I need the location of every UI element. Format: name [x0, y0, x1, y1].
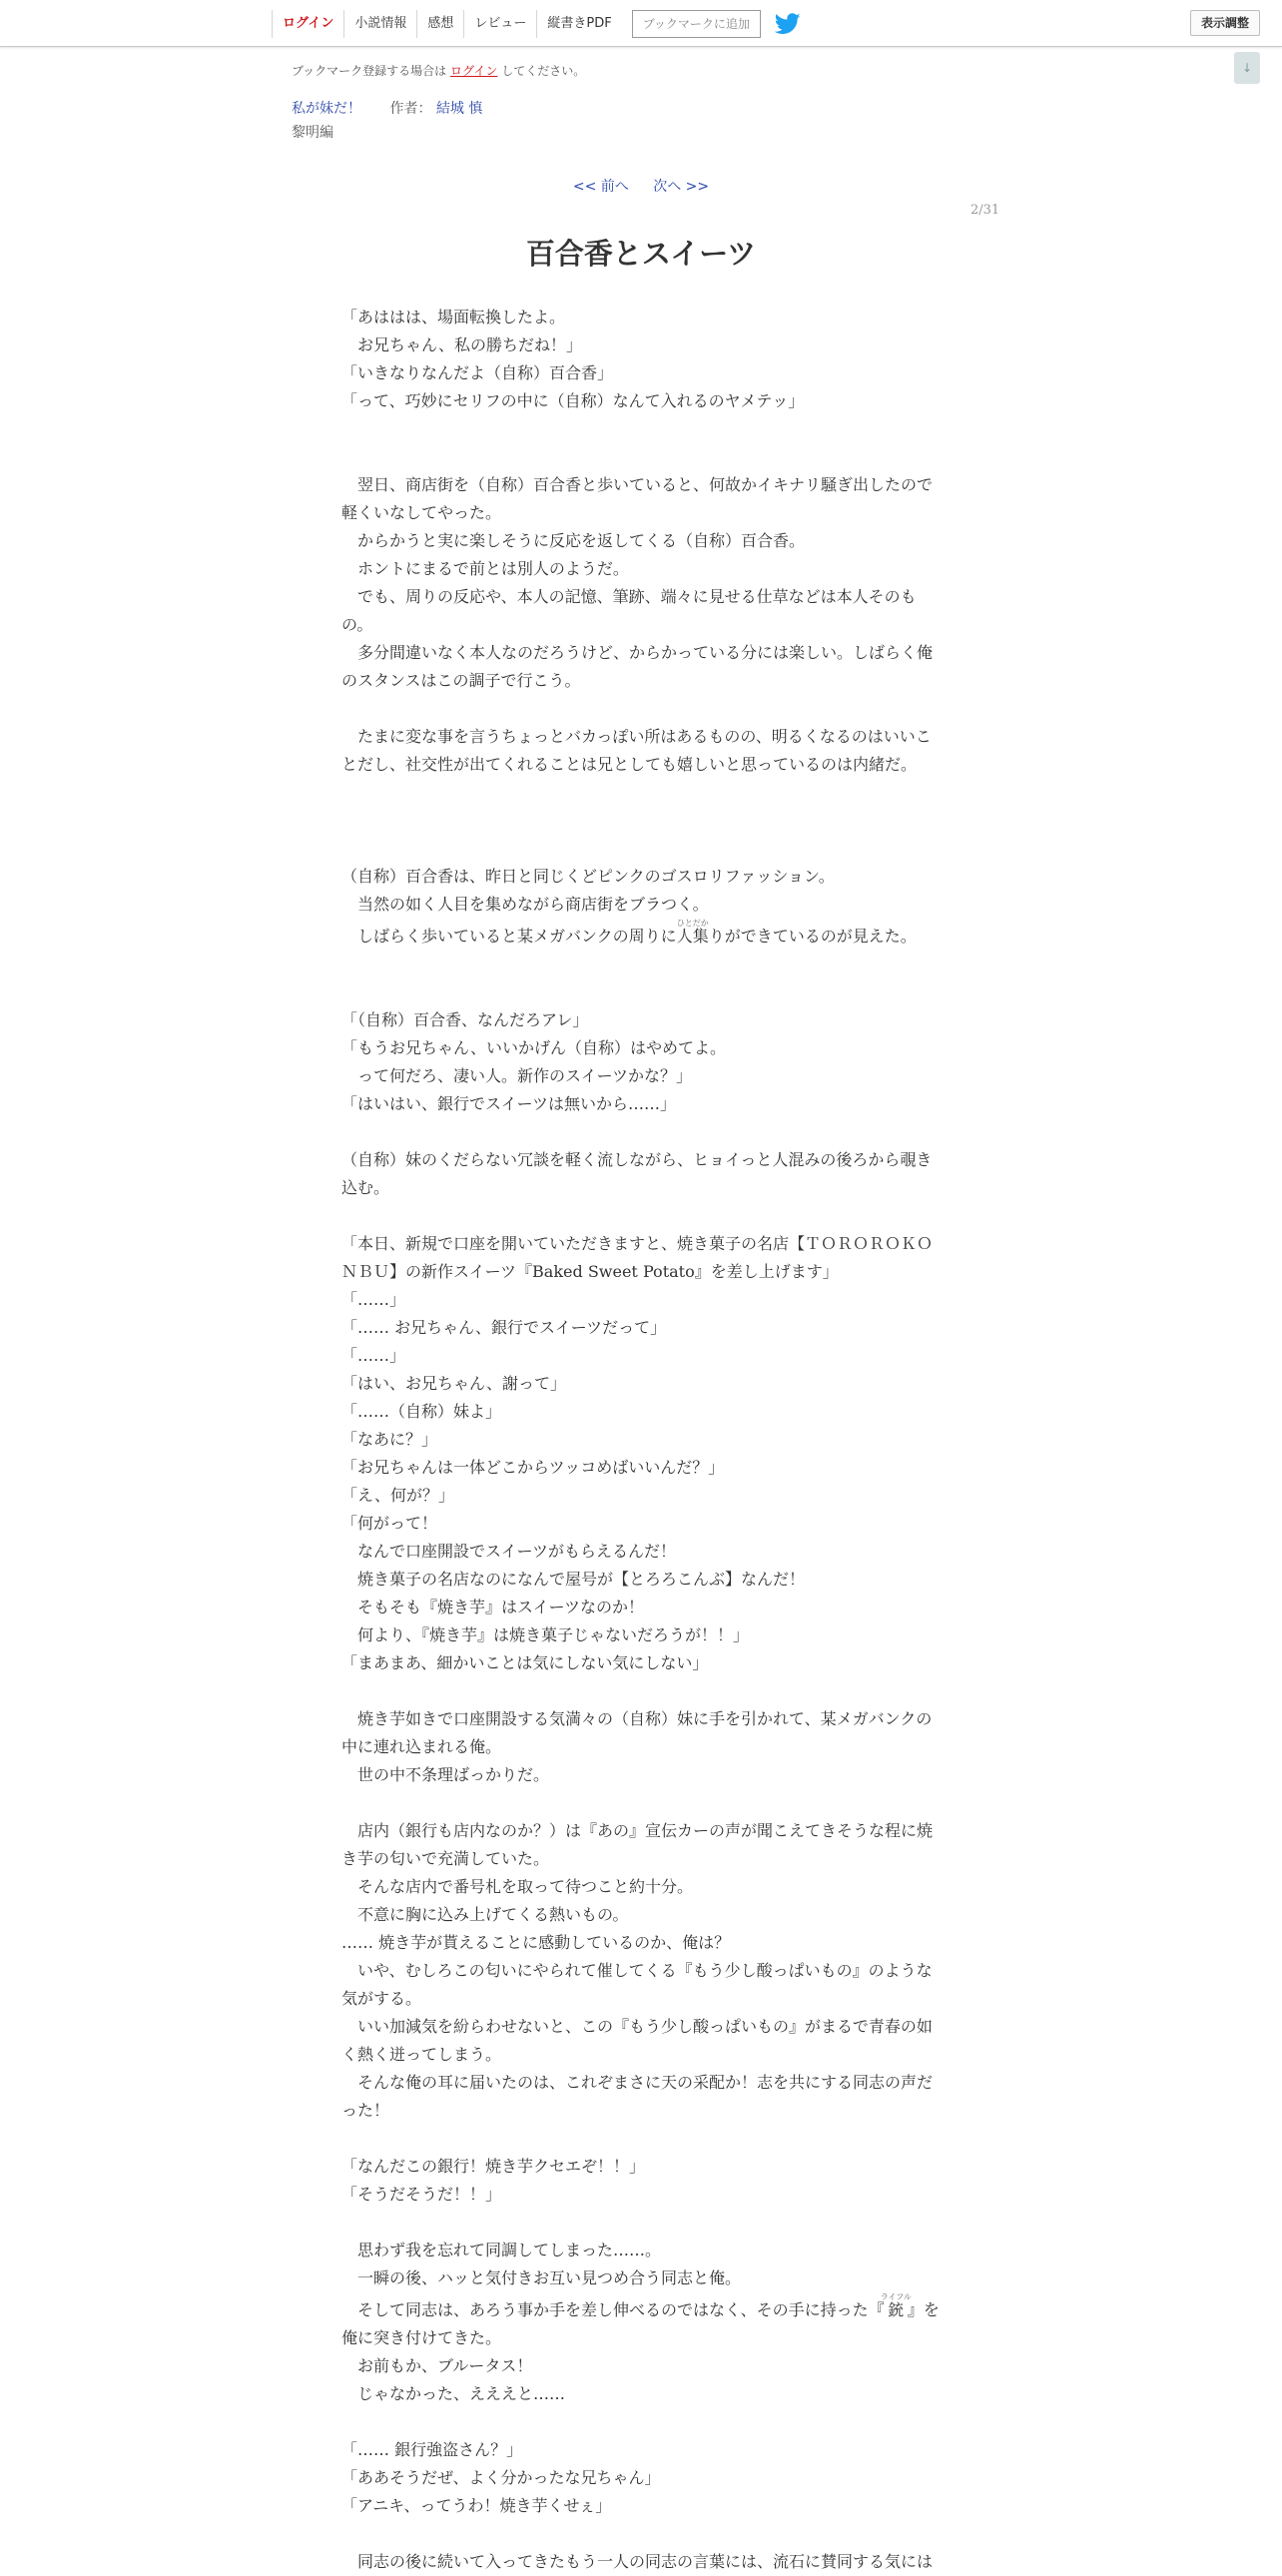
ruby-reading: ひとだか [676, 919, 709, 928]
body-line-with-ruby [341, 919, 941, 951]
top-nav-bar [0, 0, 1282, 47]
nav-login-link[interactable]: ログイン [272, 10, 343, 38]
ruby-text-before: しばらく歩いていると某メガバンクの周りに [341, 927, 677, 946]
body-line: お兄ちゃん、私の勝ちだね！」 [341, 335, 582, 354]
blank-line [341, 835, 941, 863]
add-bookmark-button[interactable]: ブックマークに追加 [632, 10, 761, 38]
body-line: 「はいはい、銀行でスイーツは無いから……」 [341, 1094, 677, 1113]
novel-body [341, 304, 941, 2576]
body-line: 「いきなりなんだよ（自称）百合香」 [341, 363, 614, 382]
chapter-name: 黎明編 [292, 125, 333, 141]
body-line: からかうと実に楽しそうに反応を返してくる（自称）百合香。 [341, 531, 806, 550]
nav-review-link[interactable]: レビュー [463, 10, 536, 38]
blank-line [341, 1118, 941, 1146]
body-line: 店内（銀行も店内なのか？）は『あの』宣伝カーの声が聞こえてきそうな程に焼き芋の匂いで充満していた。 [341, 1821, 934, 1868]
pager [0, 176, 1282, 196]
blank-line [341, 695, 941, 723]
next-page-link[interactable]: 次へ >> [653, 179, 710, 195]
blank-line [341, 1202, 941, 1230]
nav-menu [272, 10, 801, 38]
body-line: 「え、何が？」 [341, 1486, 454, 1505]
body-line: 「……」 [341, 1346, 406, 1365]
body-line: 一瞬の後、ハッと気付きお互い見つめ合う同志と俺。 [341, 2268, 742, 2287]
body-line: そんな俺の耳に届いたのは、これぞまさに天の采配か！志を共にする同志の声だった！ [341, 2073, 934, 2120]
body-line: 「ああそうだぜ、よく分かったな兄ちゃん」 [341, 2468, 661, 2487]
body-line: 何より、『焼き芋』は焼き菓子じゃないだろうが！！」 [341, 1625, 750, 1644]
notice-text-before: ブックマーク登録する場合は [292, 64, 447, 78]
body-line: 「お兄ちゃんは一体どこからツッコめばいいんだ？」 [341, 1458, 725, 1477]
body-line: 「もうお兄ちゃん、いいかげん（自称）はやめてよ。 [341, 1038, 726, 1057]
body-line: じゃなかった、えええと…… [341, 2384, 566, 2403]
chapter-subtitle: 百合香とスイーツ [525, 237, 757, 271]
body-line: 「なんだこの銀行！焼き芋クセエぞ！！」 [341, 2157, 646, 2176]
page-number: 2/31 [970, 203, 1000, 218]
body-line: 「なあに？」 [341, 1430, 438, 1449]
body-line: 「（自称）百合香、なんだろアレ」 [341, 1010, 589, 1029]
blank-line [341, 1789, 941, 1817]
novel-info [292, 98, 482, 118]
body-line: 焼き菓子の名店なのになんで屋号が【とろろこんぶ】なんだ！ [341, 1570, 806, 1589]
body-line: 多分間違いなく本人なのだろうけど、からかっている分には楽しい。しばらく俺のスタンスはこの調子で行こう。 [341, 643, 934, 690]
body-line: 「まあまあ、細かいことは気にしない気にしない」 [341, 1653, 709, 1672]
blank-line [341, 415, 941, 443]
body-line: 同志の後に続いて入ってきたもう一人の同志の言葉には、流石に賛同する気には [341, 2552, 934, 2571]
body-line: ホントにまるで前とは別人のようだ。 [341, 559, 629, 578]
ruby-reading: ライフル [880, 2292, 912, 2301]
ruby-text-after: 』を俺に突き付けてきた。 [341, 2300, 940, 2347]
body-line: 「本日、新規で口座を開いていただきますと、焼き菓子の名店【ＴＯＲＯＲＯＫＯＮＢＵ】の新作スイーツ『Baked Sweet Potato』を差し上げます」 [341, 1234, 934, 1281]
body-line: なんで口座開設でスイーツがもらえるんだ！ [341, 1542, 677, 1561]
body-line: 当然の如く人目を集めながら商店街をブラつく。 [341, 895, 709, 914]
ruby-base: 人集 [676, 927, 709, 946]
body-line: いい加減気を紛らわせないと、この『もう少し酸っぱいもの』がまるで青春の如く熱く迸ってしまう。 [341, 2017, 933, 2064]
author-link[interactable]: 結城 慎 [435, 101, 483, 117]
blank-line [341, 1677, 941, 1705]
twitter-bird-icon[interactable] [775, 13, 801, 35]
body-line: って何だろ、凄い人。新作のスイーツかな？」 [341, 1066, 693, 1085]
ruby-word [676, 919, 709, 946]
novel-title-link[interactable]: 私が妹だ！ [292, 101, 361, 117]
ruby-base: 銃 [880, 2300, 912, 2319]
body-line: 不意に胸に込み上げてくる熱いもの。 [341, 1905, 629, 1924]
body-line: たまに変な事を言うちょっとバカっぽい所はあるものの、明るくなるのはいいことだし、社交性が出てくれることは兄としても嬉しいと思っているのは内緒だ。 [341, 727, 932, 774]
blank-line [341, 443, 941, 471]
body-line: 「はい、お兄ちゃん、謝って」 [341, 1374, 566, 1393]
body-line: 「アニキ、ってうわ！焼き芋くせぇ」 [341, 2496, 612, 2515]
body-line: 「あははは、場面転換したよ。 [341, 308, 566, 326]
body-line: …… 焼き芋が貰えることに感動しているのか、俺は？ [341, 1933, 731, 1952]
notice-text-after: してください。 [501, 64, 586, 78]
ruby-text-before: そして同志は、あろう事か手を差し伸べるのではなく、その手に持った『 [341, 2300, 885, 2319]
body-line: （自称）百合香は、昨日と同じくどピンクのゴスロリファッション。 [341, 867, 835, 886]
body-line: 翌日、商店街を（自称）百合香と歩いていると、何故かイキナリ騒ぎ出したので軽くいなしてやった。 [341, 475, 934, 522]
body-line: 「そうだそうだ！！」 [341, 2185, 502, 2204]
body-line: （自称）妹のくだらない冗談を軽く流しながら、ヒョイっと人混みの後ろから覗き込む。 [341, 1150, 933, 1197]
blank-line [341, 978, 941, 1006]
blank-line [341, 951, 941, 978]
body-line: 「って、巧妙にセリフの中に（自称）なんて入れるのヤメテッ」 [341, 391, 805, 410]
body-line: 世の中不条理ばっかりだ。 [341, 1765, 550, 1784]
prev-page-link[interactable]: << 前へ [572, 179, 629, 195]
body-line: 「……」 [341, 1290, 406, 1309]
bookmark-login-notice [292, 62, 585, 79]
body-line: 「何がって！ [341, 1514, 438, 1533]
blank-line [341, 2408, 941, 2436]
nav-vertical-pdf-link[interactable]: 縦書きPDF [536, 10, 621, 38]
ruby-word [880, 2292, 912, 2319]
notice-login-link[interactable]: ログイン [450, 64, 498, 78]
blank-line [341, 779, 941, 807]
body-line: 「……（自称）妹よ」 [341, 1402, 502, 1421]
body-line: いや、むしろこの匂いにやられて催してくる『もう少し酸っぱいもの』のような気がする。 [341, 1961, 933, 2008]
body-line: 「…… お兄ちゃん、銀行でスイーツだって」 [341, 1318, 667, 1337]
blank-line [341, 2520, 941, 2548]
body-line: 「…… 銀行強盗さん？」 [341, 2440, 523, 2459]
arrow-down-icon[interactable]: ↓ [1234, 52, 1260, 84]
body-line: でも、周りの反応や、本人の記憶、筆跡、端々に見せる仕草などは本人そのもの。 [341, 587, 917, 634]
nav-impression-link[interactable]: 感想 [416, 10, 463, 38]
blank-line [341, 807, 941, 835]
body-line: そんな店内で番号札を取って待つこと約十分。 [341, 1877, 694, 1896]
author-label: 作者： [389, 101, 432, 117]
ruby-text-after: りができているのが見えた。 [708, 927, 917, 946]
body-line-with-ruby [341, 2292, 941, 2352]
body-line: お前もか、ブルータス！ [341, 2356, 533, 2375]
nav-novel-info-link[interactable]: 小説情報 [343, 10, 416, 38]
body-line: 思わず我を忘れて同調してしまった……。 [341, 2241, 662, 2259]
blank-line [341, 2209, 941, 2237]
display-settings-button[interactable]: 表示調整 [1190, 10, 1260, 36]
blank-line [341, 2125, 941, 2153]
body-line: 焼き芋如きで口座開設する気満々の（自称）妹に手を引かれて、某メガバンクの中に連れ込まれる俺。 [341, 1709, 933, 1756]
body-line: そもそも『焼き芋』はスイーツなのか！ [341, 1598, 645, 1616]
